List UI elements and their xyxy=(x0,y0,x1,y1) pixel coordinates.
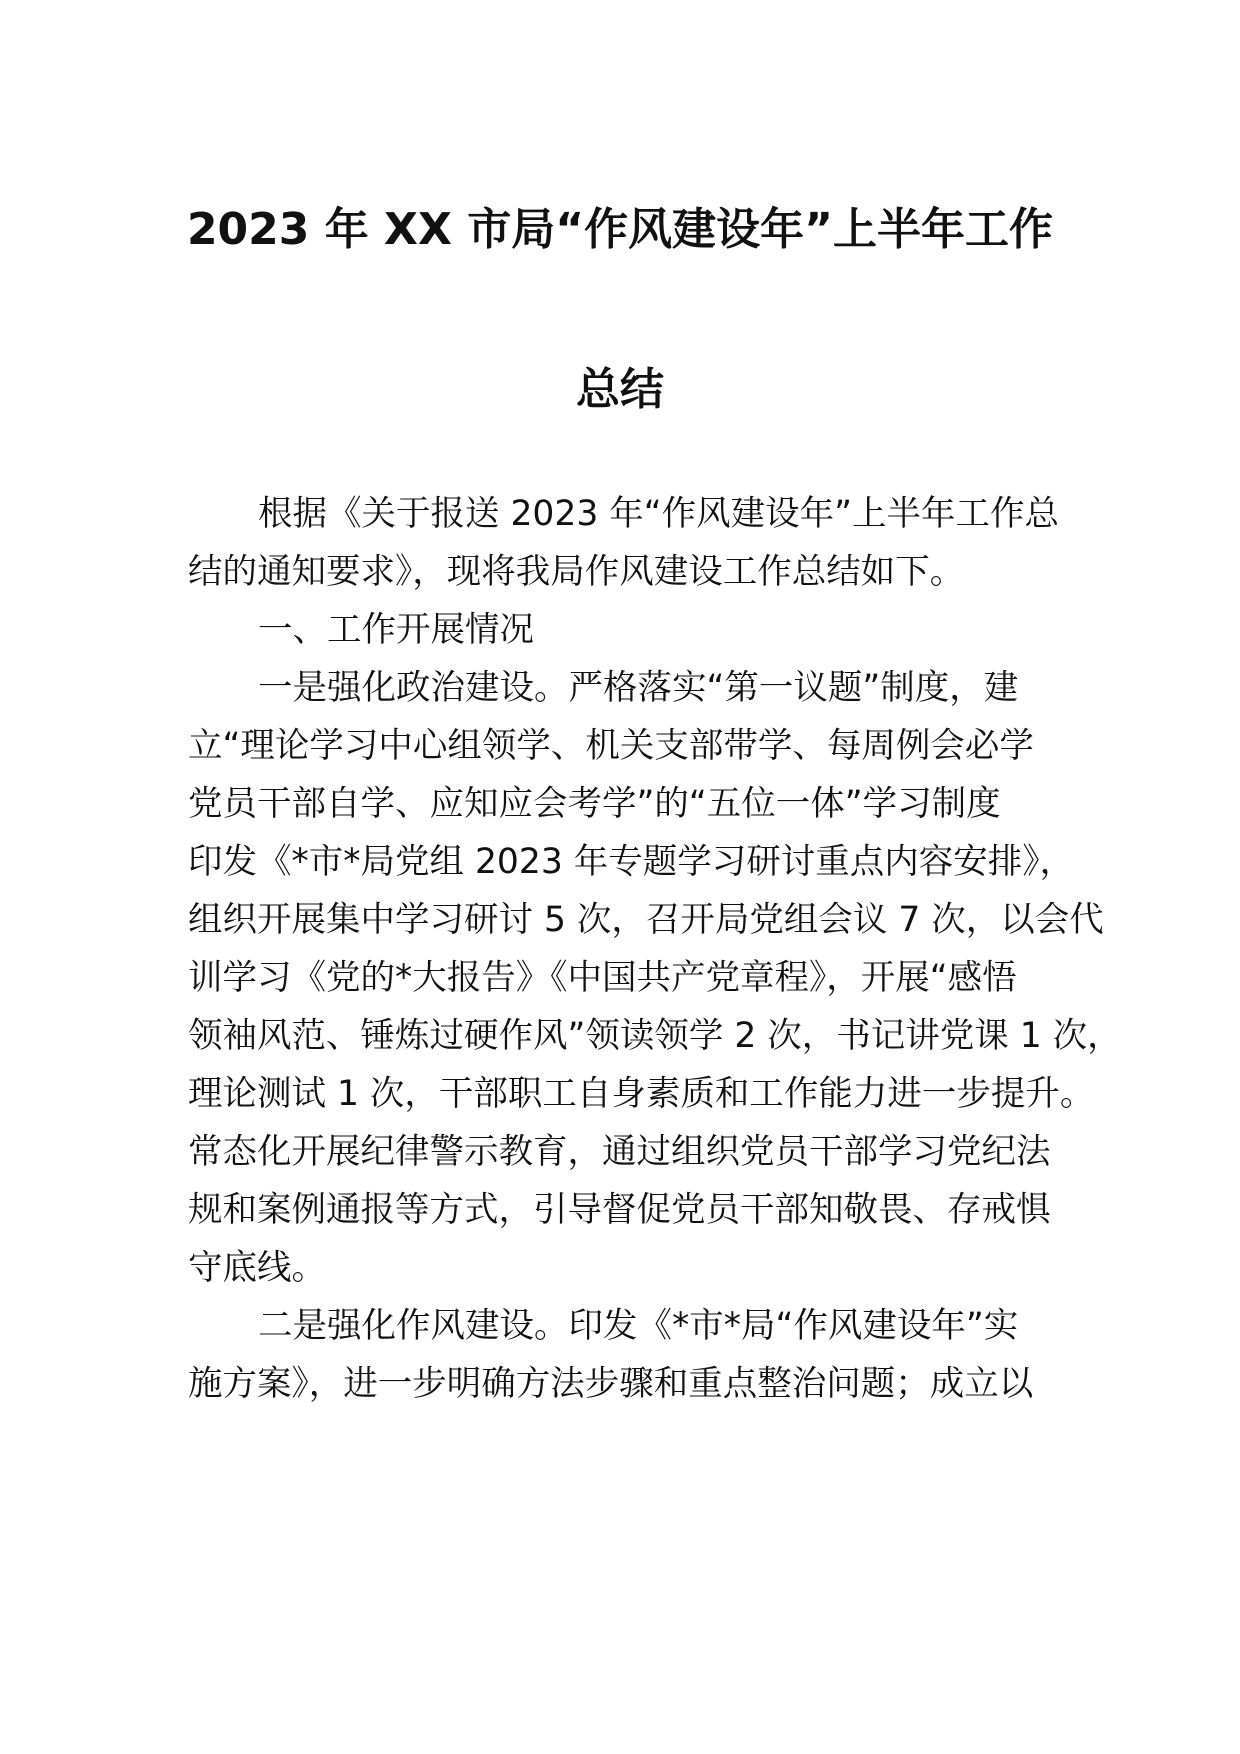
paragraph-1-line-3: 党员干部自学、应知应会考学”的“五位一体”学习制度 xyxy=(188,784,1001,824)
document-title-line-1: 2023 年 XX 市局“作风建设年”上半年工作 xyxy=(186,204,1054,255)
paragraph-1-line-7: 领袖风范、锤炼过硬作风”领读领学 2 次，书记讲党课 1 次， xyxy=(188,1016,1122,1056)
document-title-line-2: 总结 xyxy=(576,364,664,415)
paragraph-1-line-6: 训学习《党的*大报告》《中国共产党章程》，开展“感悟 xyxy=(188,958,1017,998)
paragraph-1-line-11: 守底线。 xyxy=(188,1248,326,1288)
paragraph-1-line-5: 组织开展集中学习研讨 5 次，召开局党组会议 7 次，以会代 xyxy=(188,900,1104,940)
paragraph-intro-line-1: 根据《关于报送 2023 年“作风建设年”上半年工作总 xyxy=(258,494,1059,534)
paragraph-2-line-2: 施方案》，进一步明确方法步骤和重点整治问题；成立以 xyxy=(188,1364,1034,1404)
paragraph-1-line-2: 立“理论学习中心组领学、机关支部带学、每周例会必学 xyxy=(188,726,1034,766)
paragraph-2-line-1: 二是强化作风建设。印发《*市*局“作风建设年”实 xyxy=(258,1306,1019,1346)
paragraph-1-line-10: 规和案例通报等方式，引导督促党员干部知敬畏、存戒惧 xyxy=(188,1190,1051,1230)
paragraph-1-line-4: 印发《*市*局党组 2023 年专题学习研讨重点内容安排》， xyxy=(188,842,1074,882)
paragraph-1-line-1: 一是强化政治建设。严格落实“第一议题”制度，建 xyxy=(258,668,1019,708)
section-heading: 一、工作开展情况 xyxy=(258,610,534,650)
paragraph-intro-line-2: 结的通知要求》，现将我局作风建设工作总结如下。 xyxy=(188,552,965,592)
paragraph-1-line-9: 常态化开展纪律警示教育，通过组织党员干部学习党纪法 xyxy=(188,1132,1051,1172)
paragraph-1-line-8: 理论测试 1 次，干部职工自身素质和工作能力进一步提升。 xyxy=(188,1074,1095,1114)
